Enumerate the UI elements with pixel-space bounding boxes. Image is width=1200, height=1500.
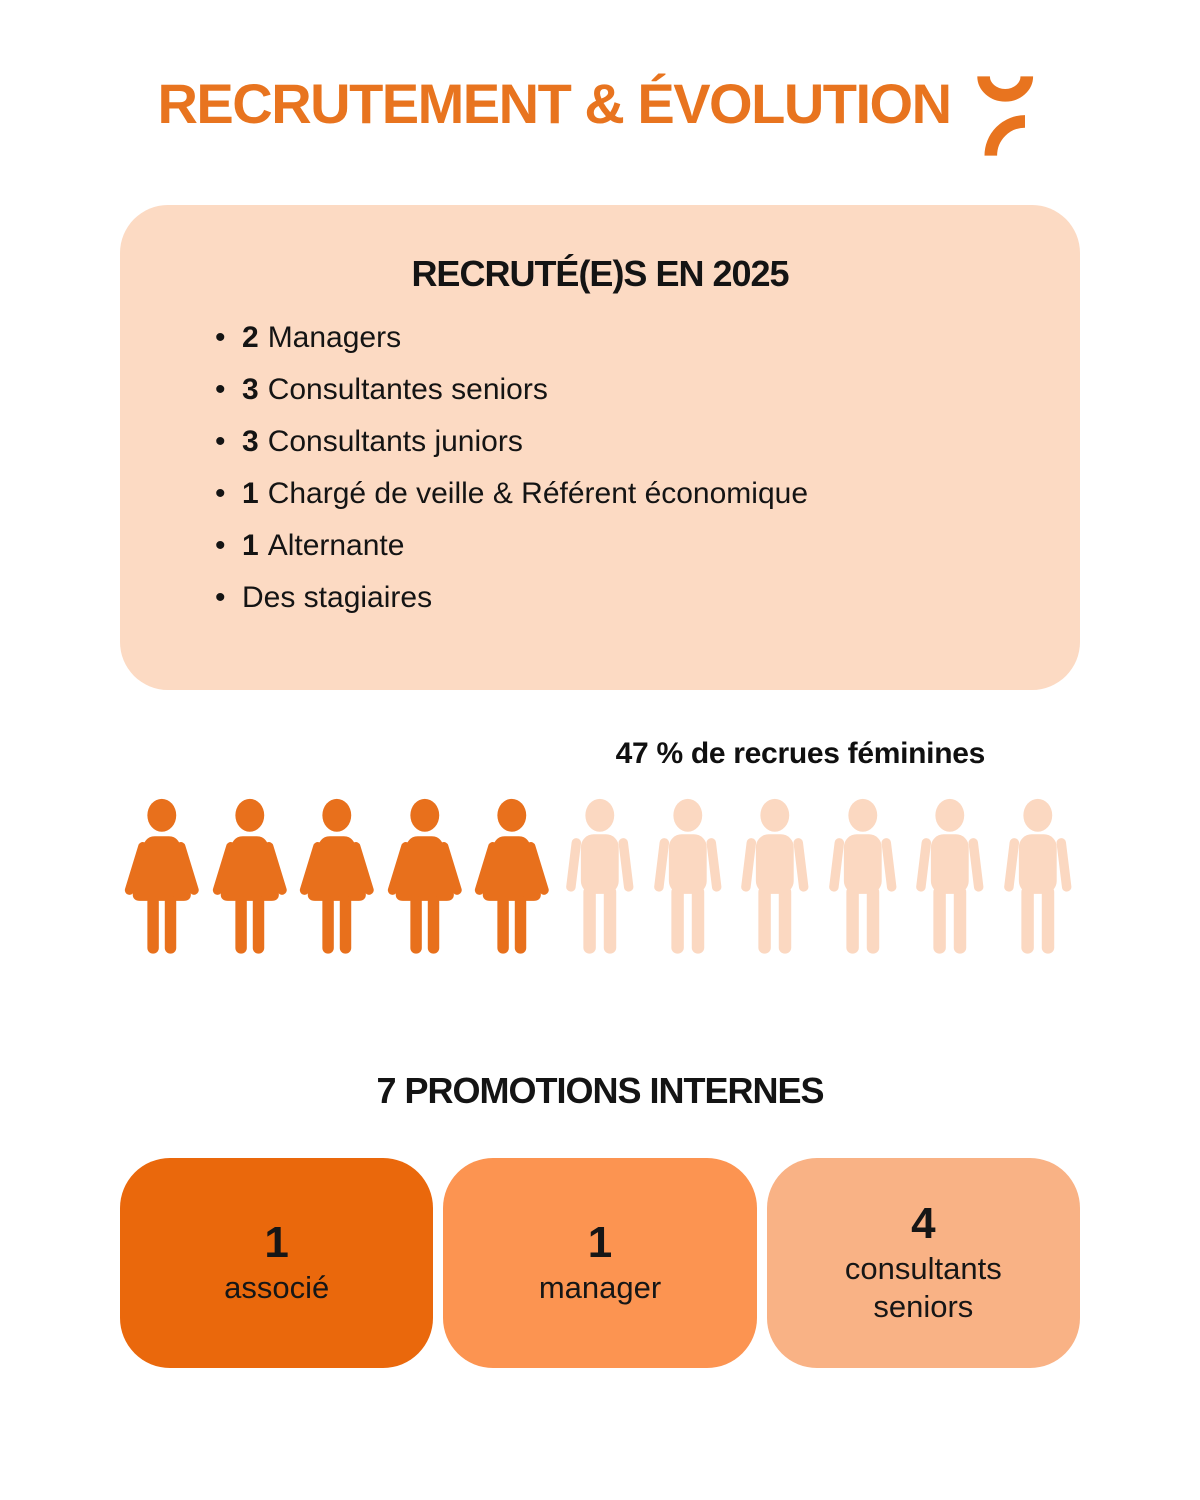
list-item-text: 1 Alternante xyxy=(242,529,405,562)
list-item-text: Des stagiaires xyxy=(242,581,433,614)
list-item-text: 3 Consultants juniors xyxy=(242,425,523,458)
female-person-icon xyxy=(293,796,381,958)
bullet-icon: • xyxy=(215,425,226,458)
card-count: 1 xyxy=(264,1218,289,1268)
female-person-icon xyxy=(118,796,206,958)
male-person-icon xyxy=(994,796,1082,958)
list-item xyxy=(215,425,1080,477)
list-item xyxy=(215,321,1080,373)
promotions-heading: 7 PROMOTIONS INTERNES xyxy=(376,1070,824,1111)
gender-pictogram xyxy=(118,796,1082,958)
page-title: RECRUTEMENT & ÉVOLUTION xyxy=(157,72,951,135)
promotion-card-consultants-seniors xyxy=(767,1158,1080,1368)
list-item xyxy=(215,373,1080,425)
list-item xyxy=(215,581,1080,633)
bullet-icon: • xyxy=(215,321,226,354)
card-count: 1 xyxy=(587,1218,613,1268)
recruits-2025-panel xyxy=(120,205,1080,690)
brand-y-icon xyxy=(971,68,1043,164)
male-person-icon xyxy=(556,796,644,958)
female-person-icon xyxy=(468,796,556,958)
list-item-text: 2 Managers xyxy=(242,321,402,354)
bullet-icon: • xyxy=(215,529,226,562)
card-label: consultants seniors xyxy=(844,1250,1002,1325)
card-label: manager xyxy=(538,1269,662,1305)
list-item xyxy=(215,477,1080,529)
promotion-card-manager xyxy=(443,1158,756,1368)
card-label: associé xyxy=(224,1269,330,1305)
promotion-card-associe xyxy=(120,1158,433,1368)
card-count: 4 xyxy=(911,1198,936,1248)
male-person-icon xyxy=(906,796,994,958)
promotion-cards xyxy=(120,1158,1080,1368)
recruits-heading: RECRUTÉ(E)S EN 2025 xyxy=(411,253,789,294)
female-recruits-stat-label: 47 % de recrues féminines xyxy=(615,737,985,770)
bullet-icon: • xyxy=(215,373,226,406)
list-item-text: 1 Chargé de veille & Référent économique xyxy=(242,477,809,510)
male-person-icon xyxy=(819,796,907,958)
female-person-icon xyxy=(206,796,294,958)
list-item-text: 3 Consultantes seniors xyxy=(242,373,548,406)
bullet-icon: • xyxy=(215,477,226,510)
female-person-icon xyxy=(381,796,469,958)
recruits-list xyxy=(215,321,1080,633)
list-item xyxy=(215,529,1080,581)
male-person-icon xyxy=(731,796,819,958)
header xyxy=(0,70,1200,164)
bullet-icon: • xyxy=(215,581,226,614)
male-person-icon xyxy=(644,796,732,958)
